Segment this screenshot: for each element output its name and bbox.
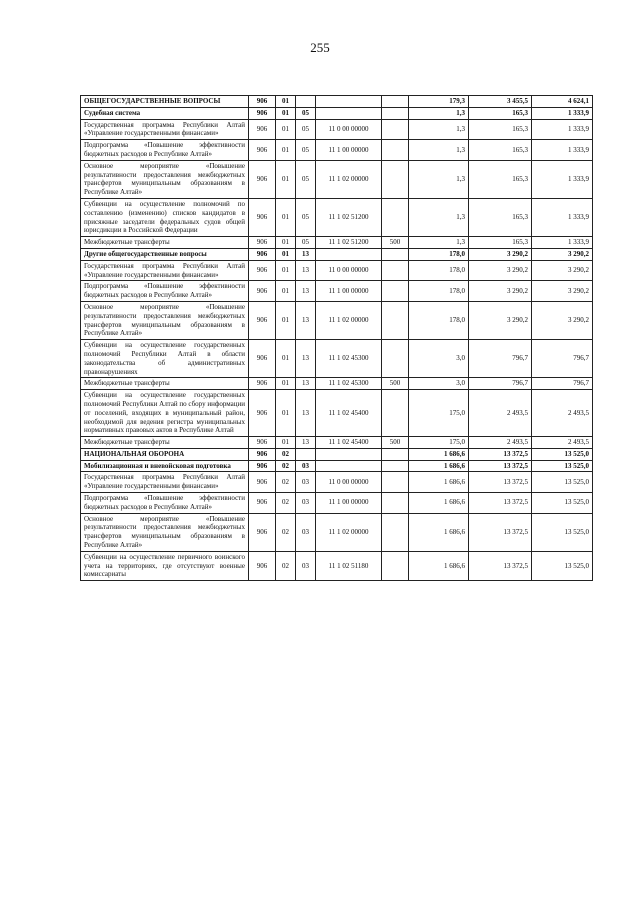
amount-2-cell: 3 290,2 <box>469 301 532 339</box>
amount-3-cell: 4 624,1 <box>532 96 593 108</box>
item-name-cell: Подпрограмма «Повышение эффективности бюджетных расходов в Республике Алтай» <box>81 281 249 302</box>
amount-1-cell: 1,3 <box>409 160 469 198</box>
expense-type-cell <box>382 340 409 378</box>
section-code-cell: 02 <box>276 472 296 493</box>
section-code-cell: 01 <box>276 140 296 161</box>
admin-code-cell: 906 <box>249 281 276 302</box>
amount-3-cell: 796,7 <box>532 340 593 378</box>
amount-2-cell: 165,3 <box>469 198 532 236</box>
subsection-code-cell: 05 <box>296 119 316 140</box>
subsection-code-cell: 05 <box>296 107 316 119</box>
section-code-cell: 01 <box>276 390 296 437</box>
item-name-cell: Государственная программа Республики Алтай «Управление государственными финансами» <box>81 472 249 493</box>
section-code-cell: 01 <box>276 378 296 390</box>
target-article-cell: 11 1 02 51180 <box>316 551 382 580</box>
amount-1-cell: 1,3 <box>409 119 469 140</box>
admin-code-cell: 906 <box>249 378 276 390</box>
amount-1-cell: 178,0 <box>409 301 469 339</box>
amount-1-cell: 3,0 <box>409 340 469 378</box>
table-row <box>81 551 593 580</box>
table-row <box>81 493 593 514</box>
table-row <box>81 248 593 260</box>
target-article-cell: 11 1 02 00000 <box>316 160 382 198</box>
table-row <box>81 119 593 140</box>
table-row <box>81 340 593 378</box>
target-article-cell: 11 1 02 51200 <box>316 198 382 236</box>
subsection-code-cell: 13 <box>296 301 316 339</box>
amount-1-cell: 1,3 <box>409 107 469 119</box>
expense-type-cell: 500 <box>382 378 409 390</box>
amount-3-cell: 1 333,9 <box>532 160 593 198</box>
item-name-cell: Подпрограмма «Повышение эффективности бюджетных расходов в Республике Алтай» <box>81 140 249 161</box>
amount-3-cell: 13 525,0 <box>532 472 593 493</box>
target-article-cell: 11 1 00 00000 <box>316 140 382 161</box>
admin-code-cell: 906 <box>249 301 276 339</box>
target-article-cell <box>316 96 382 108</box>
item-name-cell: Основное мероприятие «Повышение результативности предоставления межбюджетных трансфертов муниципальным образованиям в Республике Алтай» <box>81 160 249 198</box>
admin-code-cell: 906 <box>249 460 276 472</box>
expense-type-cell <box>382 281 409 302</box>
amount-1-cell: 1 686,6 <box>409 448 469 460</box>
subsection-code-cell: 13 <box>296 281 316 302</box>
amount-1-cell: 175,0 <box>409 437 469 449</box>
table-row <box>81 513 593 551</box>
amount-2-cell: 3 455,5 <box>469 96 532 108</box>
subsection-code-cell: 13 <box>296 340 316 378</box>
amount-1-cell: 175,0 <box>409 390 469 437</box>
admin-code-cell: 906 <box>249 448 276 460</box>
expense-type-cell: 500 <box>382 237 409 249</box>
admin-code-cell: 906 <box>249 260 276 281</box>
item-name-cell: Межбюджетные трансферты <box>81 378 249 390</box>
admin-code-cell: 906 <box>249 472 276 493</box>
table-row <box>81 96 593 108</box>
item-name-cell: Государственная программа Республики Алтай «Управление государственными финансами» <box>81 119 249 140</box>
admin-code-cell: 906 <box>249 390 276 437</box>
expense-type-cell <box>382 551 409 580</box>
table-row <box>81 378 593 390</box>
item-name-cell: Основное мероприятие «Повышение результативности предоставления межбюджетных трансфертов муниципальным образованиям в Республике Алтай» <box>81 301 249 339</box>
expense-type-cell <box>382 107 409 119</box>
section-code-cell: 01 <box>276 107 296 119</box>
subsection-code-cell <box>296 96 316 108</box>
amount-2-cell: 3 290,2 <box>469 248 532 260</box>
expense-type-cell <box>382 96 409 108</box>
amount-2-cell: 165,3 <box>469 237 532 249</box>
amount-3-cell: 13 525,0 <box>532 493 593 514</box>
admin-code-cell: 906 <box>249 237 276 249</box>
amount-2-cell: 3 290,2 <box>469 281 532 302</box>
expense-type-cell <box>382 390 409 437</box>
expense-type-cell <box>382 160 409 198</box>
amount-1-cell: 178,0 <box>409 260 469 281</box>
target-article-cell: 11 1 02 45400 <box>316 390 382 437</box>
amount-1-cell: 1 686,6 <box>409 513 469 551</box>
amount-3-cell: 1 333,9 <box>532 140 593 161</box>
subsection-code-cell: 03 <box>296 472 316 493</box>
target-article-cell <box>316 248 382 260</box>
amount-1-cell: 1,3 <box>409 140 469 161</box>
amount-2-cell: 165,3 <box>469 119 532 140</box>
item-name-cell: Основное мероприятие «Повышение результативности предоставления межбюджетных трансфертов муниципальным образованиям в Республике Алтай» <box>81 513 249 551</box>
amount-2-cell: 13 372,5 <box>469 493 532 514</box>
target-article-cell: 11 1 00 00000 <box>316 281 382 302</box>
item-name-cell: Судебная система <box>81 107 249 119</box>
amount-3-cell: 3 290,2 <box>532 281 593 302</box>
amount-3-cell: 796,7 <box>532 378 593 390</box>
target-article-cell <box>316 460 382 472</box>
target-article-cell: 11 1 02 45400 <box>316 437 382 449</box>
amount-2-cell: 13 372,5 <box>469 472 532 493</box>
item-name-cell: Подпрограмма «Повышение эффективности бюджетных расходов в Республике Алтай» <box>81 493 249 514</box>
subsection-code-cell: 13 <box>296 437 316 449</box>
amount-3-cell: 3 290,2 <box>532 248 593 260</box>
section-code-cell: 01 <box>276 119 296 140</box>
amount-3-cell: 2 493,5 <box>532 437 593 449</box>
amount-2-cell: 13 372,5 <box>469 513 532 551</box>
admin-code-cell: 906 <box>249 248 276 260</box>
amount-3-cell: 13 525,0 <box>532 460 593 472</box>
expense-type-cell <box>382 248 409 260</box>
amount-2-cell: 796,7 <box>469 378 532 390</box>
item-name-cell: Межбюджетные трансферты <box>81 237 249 249</box>
amount-1-cell: 1,3 <box>409 198 469 236</box>
section-code-cell: 02 <box>276 460 296 472</box>
item-name-cell: НАЦИОНАЛЬНАЯ ОБОРОНА <box>81 448 249 460</box>
item-name-cell: Субвенции на осуществление полномочий по составлению (изменению) списков кандидатов в присяжные заседатели федеральных судов общей юрисдикции в Российской Федерации <box>81 198 249 236</box>
admin-code-cell: 906 <box>249 551 276 580</box>
table-row <box>81 198 593 236</box>
expense-type-cell <box>382 301 409 339</box>
subsection-code-cell: 13 <box>296 378 316 390</box>
section-code-cell: 01 <box>276 248 296 260</box>
budget-table <box>80 95 593 581</box>
table-row <box>81 140 593 161</box>
amount-1-cell: 3,0 <box>409 378 469 390</box>
item-name-cell: ОБЩЕГОСУДАРСТВЕННЫЕ ВОПРОСЫ <box>81 96 249 108</box>
amount-1-cell: 1 686,6 <box>409 551 469 580</box>
admin-code-cell: 906 <box>249 513 276 551</box>
amount-2-cell: 13 372,5 <box>469 551 532 580</box>
subsection-code-cell: 05 <box>296 198 316 236</box>
amount-1-cell: 178,0 <box>409 248 469 260</box>
target-article-cell: 11 0 00 00000 <box>316 119 382 140</box>
section-code-cell: 01 <box>276 301 296 339</box>
amount-3-cell: 1 333,9 <box>532 237 593 249</box>
expense-type-cell <box>382 260 409 281</box>
subsection-code-cell: 03 <box>296 460 316 472</box>
section-code-cell: 01 <box>276 198 296 236</box>
expense-type-cell <box>382 460 409 472</box>
table-row <box>81 107 593 119</box>
admin-code-cell: 906 <box>249 119 276 140</box>
admin-code-cell: 906 <box>249 140 276 161</box>
amount-2-cell: 3 290,2 <box>469 260 532 281</box>
target-article-cell: 11 1 00 00000 <box>316 493 382 514</box>
table-row <box>81 390 593 437</box>
amount-2-cell: 796,7 <box>469 340 532 378</box>
table-row <box>81 237 593 249</box>
amount-3-cell: 1 333,9 <box>532 198 593 236</box>
subsection-code-cell: 13 <box>296 260 316 281</box>
amount-3-cell: 3 290,2 <box>532 260 593 281</box>
target-article-cell: 11 1 02 45300 <box>316 340 382 378</box>
page-number: 255 <box>310 40 330 55</box>
amount-1-cell: 178,0 <box>409 281 469 302</box>
item-name-cell: Субвенции на осуществление первичного воинского учета на территориях, где отсутствуют военные комиссариаты <box>81 551 249 580</box>
target-article-cell: 11 0 00 00000 <box>316 260 382 281</box>
table-row <box>81 472 593 493</box>
subsection-code-cell: 03 <box>296 551 316 580</box>
item-name-cell: Субвенции на осуществление государственных полномочий Республики Алтай по сбору информации от поселений, входящих в муниципальный район, необходимой для ведения регистра муниципальных нормативных правовых актов в Республике Алтай <box>81 390 249 437</box>
item-name-cell: Мобилизационная и вневойсковая подготовка <box>81 460 249 472</box>
item-name-cell: Государственная программа Республики Алтай «Управление государственными финансами» <box>81 260 249 281</box>
target-article-cell <box>316 448 382 460</box>
admin-code-cell: 906 <box>249 198 276 236</box>
target-article-cell: 11 1 02 51200 <box>316 237 382 249</box>
amount-3-cell: 13 525,0 <box>532 551 593 580</box>
amount-2-cell: 2 493,5 <box>469 390 532 437</box>
amount-3-cell: 2 493,5 <box>532 390 593 437</box>
target-article-cell <box>316 107 382 119</box>
section-code-cell: 02 <box>276 493 296 514</box>
amount-1-cell: 1,3 <box>409 237 469 249</box>
table-row <box>81 260 593 281</box>
table-row <box>81 160 593 198</box>
admin-code-cell: 906 <box>249 96 276 108</box>
section-code-cell: 01 <box>276 96 296 108</box>
amount-2-cell: 13 372,5 <box>469 460 532 472</box>
target-article-cell: 11 1 02 00000 <box>316 301 382 339</box>
item-name-cell: Субвенции на осуществление государственных полномочий Республики Алтай в области законодательства об административных правонарушениях <box>81 340 249 378</box>
subsection-code-cell <box>296 448 316 460</box>
section-code-cell: 02 <box>276 513 296 551</box>
section-code-cell: 01 <box>276 160 296 198</box>
amount-1-cell: 1 686,6 <box>409 472 469 493</box>
amount-2-cell: 165,3 <box>469 140 532 161</box>
target-article-cell: 11 1 02 00000 <box>316 513 382 551</box>
subsection-code-cell: 03 <box>296 513 316 551</box>
section-code-cell: 01 <box>276 237 296 249</box>
section-code-cell: 02 <box>276 551 296 580</box>
table-row <box>81 448 593 460</box>
expense-type-cell <box>382 448 409 460</box>
admin-code-cell: 906 <box>249 160 276 198</box>
amount-1-cell: 179,3 <box>409 96 469 108</box>
table-row <box>81 281 593 302</box>
subsection-code-cell: 05 <box>296 237 316 249</box>
subsection-code-cell: 13 <box>296 390 316 437</box>
amount-3-cell: 1 333,9 <box>532 119 593 140</box>
subsection-code-cell: 05 <box>296 140 316 161</box>
amount-3-cell: 13 525,0 <box>532 513 593 551</box>
admin-code-cell: 906 <box>249 107 276 119</box>
subsection-code-cell: 13 <box>296 248 316 260</box>
target-article-cell: 11 0 00 00000 <box>316 472 382 493</box>
expense-type-cell <box>382 493 409 514</box>
amount-1-cell: 1 686,6 <box>409 493 469 514</box>
admin-code-cell: 906 <box>249 437 276 449</box>
expense-type-cell <box>382 472 409 493</box>
section-code-cell: 02 <box>276 448 296 460</box>
expense-type-cell <box>382 513 409 551</box>
target-article-cell: 11 1 02 45300 <box>316 378 382 390</box>
section-code-cell: 01 <box>276 281 296 302</box>
expense-type-cell <box>382 198 409 236</box>
table-row <box>81 460 593 472</box>
amount-3-cell: 1 333,9 <box>532 107 593 119</box>
section-code-cell: 01 <box>276 340 296 378</box>
section-code-cell: 01 <box>276 437 296 449</box>
amount-2-cell: 165,3 <box>469 160 532 198</box>
item-name-cell: Другие общегосударственные вопросы <box>81 248 249 260</box>
expense-type-cell <box>382 119 409 140</box>
item-name-cell: Межбюджетные трансферты <box>81 437 249 449</box>
subsection-code-cell: 03 <box>296 493 316 514</box>
expense-type-cell <box>382 140 409 161</box>
amount-3-cell: 3 290,2 <box>532 301 593 339</box>
admin-code-cell: 906 <box>249 493 276 514</box>
amount-2-cell: 165,3 <box>469 107 532 119</box>
amount-2-cell: 2 493,5 <box>469 437 532 449</box>
section-code-cell: 01 <box>276 260 296 281</box>
amount-1-cell: 1 686,6 <box>409 460 469 472</box>
subsection-code-cell: 05 <box>296 160 316 198</box>
amount-3-cell: 13 525,0 <box>532 448 593 460</box>
amount-2-cell: 13 372,5 <box>469 448 532 460</box>
table-row <box>81 301 593 339</box>
admin-code-cell: 906 <box>249 340 276 378</box>
table-row <box>81 437 593 449</box>
expense-type-cell: 500 <box>382 437 409 449</box>
